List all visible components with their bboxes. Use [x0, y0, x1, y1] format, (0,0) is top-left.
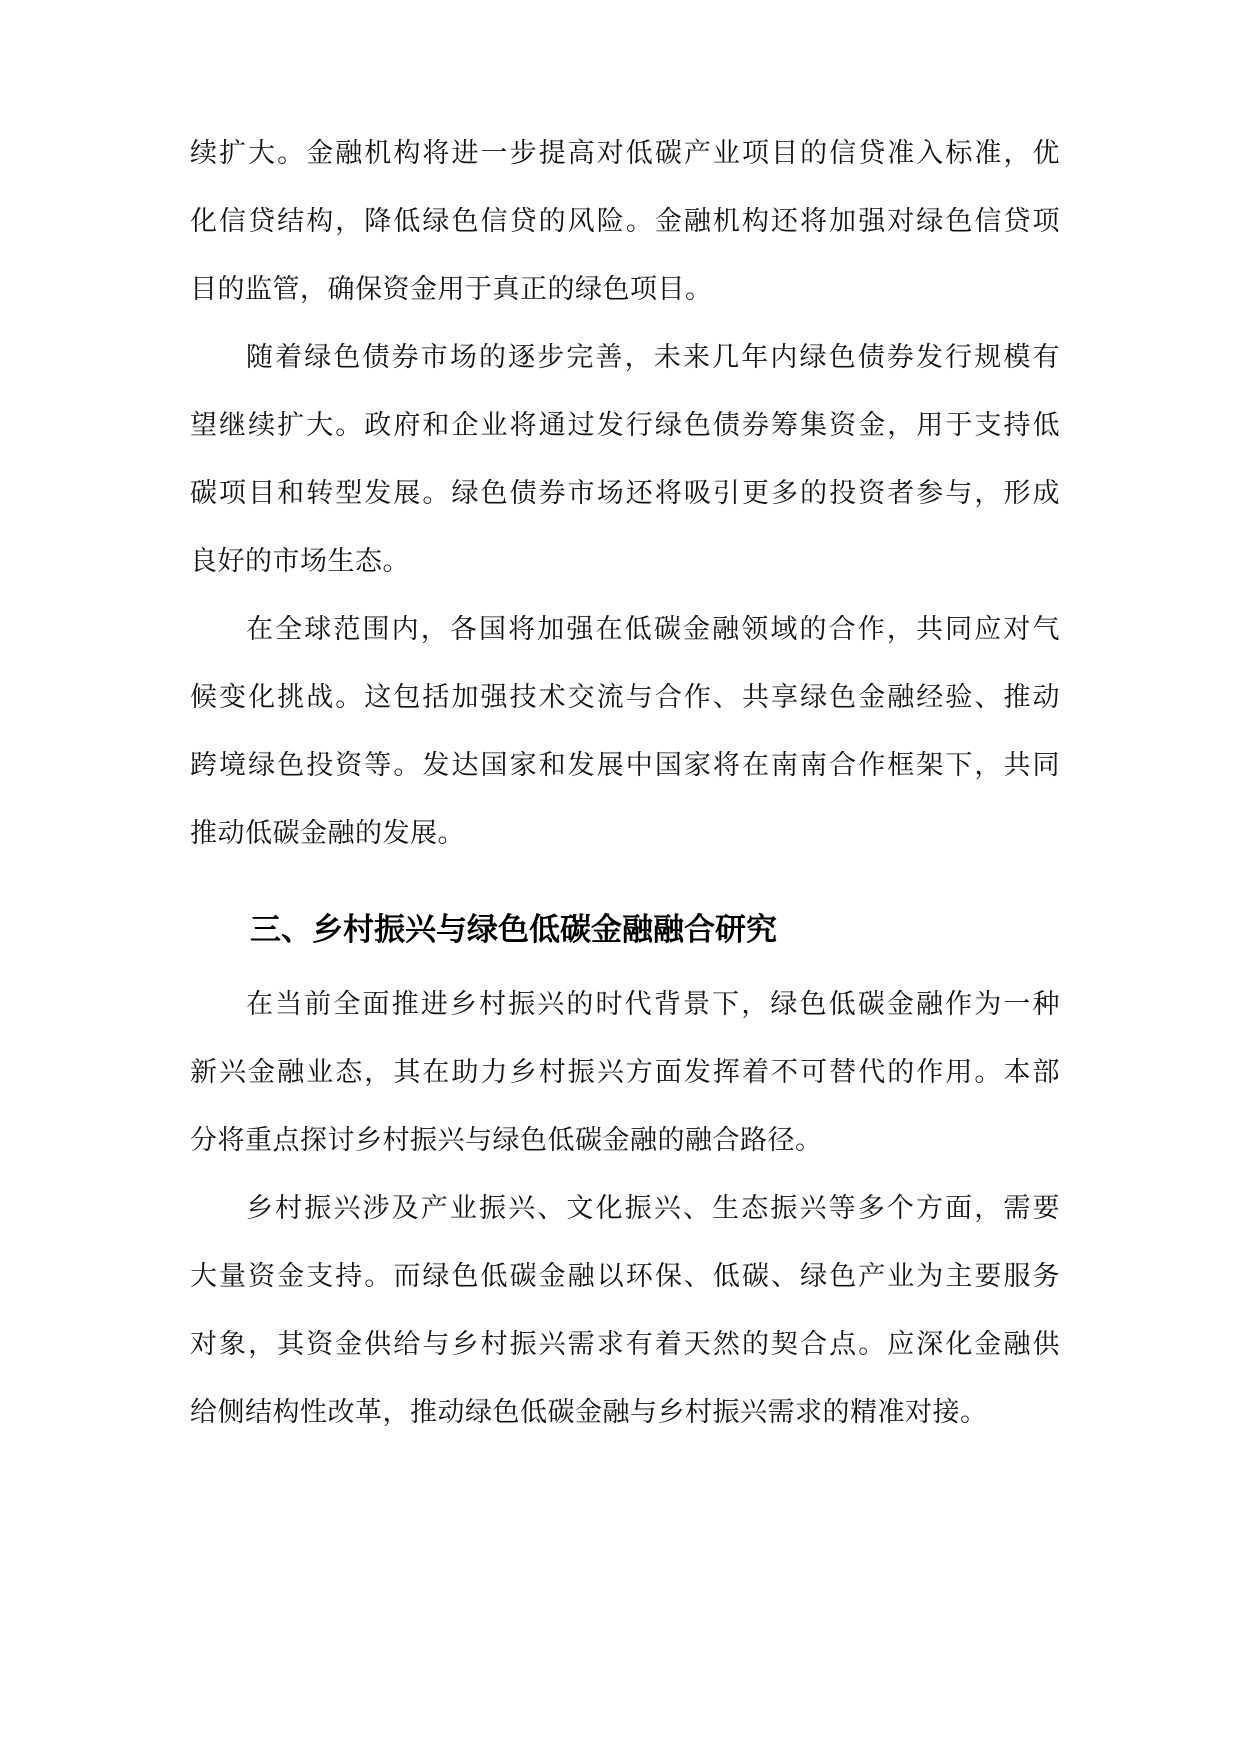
text-line: 大量资金支持。而绿色低碳金融以环保、低碳、绿色产业为主要服务 — [190, 1261, 1060, 1292]
text-line: 望继续扩大。政府和企业将通过发行绿色债券筹集资金，用于支持低 — [190, 410, 1060, 441]
text-line: 推动低碳金融的发展。 — [190, 818, 465, 849]
text-line: 跨境绿色投资等。发达国家和发展中国家将在南南合作框架下，共同 — [190, 750, 1060, 781]
text-line: 目的监管，确保资金用于真正的绿色项目。 — [190, 274, 713, 305]
text-line: 碳项目和转型发展。绿色债券市场还将吸引更多的投资者参与，形成 — [190, 478, 1060, 509]
text-line: 化信贷结构，降低绿色信贷的风险。金融机构还将加强对绿色信贷项 — [190, 206, 1060, 237]
text-line: 随着绿色债券市场的逐步完善，未来几年内绿色债券发行规模有 — [246, 342, 1060, 373]
text-line: 在当前全面推进乡村振兴的时代背景下，绿色低碳金融作为一种 — [246, 989, 1060, 1020]
text-line: 良好的市场生态。 — [190, 546, 410, 577]
text-line: 乡村振兴涉及产业振兴、文化振兴、生态振兴等多个方面，需要 — [246, 1193, 1060, 1224]
text-line: 分将重点探讨乡村振兴与绿色低碳金融的融合路径。 — [190, 1125, 823, 1156]
text-line: 候变化挑战。这包括加强技术交流与合作、共享绿色金融经验、推动 — [190, 682, 1060, 713]
text-line: 给侧结构性改革，推动绿色低碳金融与乡村振兴需求的精准对接。 — [190, 1397, 988, 1428]
text-line: 对象，其资金供给与乡村振兴需求有着天然的契合点。应深化金融供 — [190, 1329, 1060, 1360]
text-line: 续扩大。金融机构将进一步提高对低碳产业项目的信贷准入标准，优 — [190, 138, 1060, 169]
section-heading: 三、乡村振兴与绿色低碳金融融合研究 — [250, 912, 777, 948]
text-line: 在全球范围内，各国将加强在低碳金融领域的合作，共同应对气 — [246, 614, 1060, 645]
text-line: 新兴金融业态，其在助力乡村振兴方面发挥着不可替代的作用。本部 — [190, 1057, 1060, 1088]
